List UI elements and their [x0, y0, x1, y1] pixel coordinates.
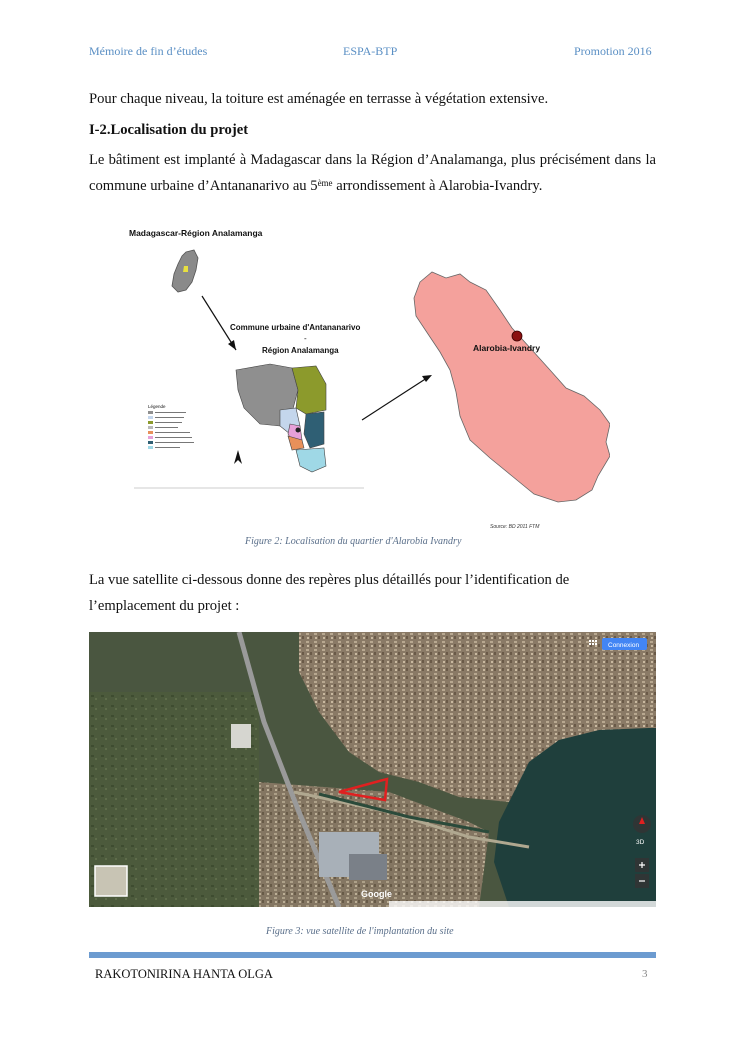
header-center: ESPA-BTP	[343, 44, 398, 58]
paragraph-localisation	[89, 147, 656, 199]
paragraph-vue-satellite: La vue satellite ci-dessous donne des repères plus détaillés pour l’identification de l’emplacement du projet :	[89, 572, 570, 614]
footer-author: RAKOTONIRINA HANTA OLGA	[95, 967, 273, 981]
north-arrow-icon	[234, 450, 242, 464]
legend-swatch-8	[148, 446, 153, 449]
footer-bar	[89, 952, 656, 958]
localisation-figure	[120, 220, 610, 532]
figure2-caption: Figure 2: Localisation du quartier d'Alarobia Ivandry	[245, 536, 462, 547]
attribution-bar	[389, 901, 656, 907]
label-commune-line3: Région Analamanga	[262, 346, 339, 355]
header-left: Mémoire de fin d’études	[89, 44, 208, 58]
site-dot-small	[296, 428, 301, 433]
district-darkteal	[304, 412, 324, 448]
legend-swatch-6	[148, 436, 153, 439]
legend-swatch-2	[148, 416, 153, 419]
legend-swatch-4	[148, 426, 153, 429]
label-commune-line1: Commune urbaine d'Antananarivo	[230, 323, 361, 332]
alarobia-site-marker	[512, 331, 522, 341]
arrowhead-1	[228, 340, 236, 350]
map-source: Source: BD 2011 FTM	[490, 524, 540, 530]
google-logo: Google	[361, 889, 392, 899]
legend-swatches	[148, 411, 153, 449]
header-right: Promotion 2016	[574, 44, 652, 58]
building-grey	[349, 854, 387, 880]
satellite-figure	[89, 632, 656, 907]
map-type-thumbnail[interactable]	[95, 866, 127, 896]
district-cyan	[296, 448, 326, 472]
legend-title: Légende	[148, 404, 166, 409]
page-number: 3	[642, 968, 648, 980]
paragraph-localisation-text-2: arrondissement à Alarobia-Ivandry.	[332, 178, 543, 194]
legend-swatch-7	[148, 441, 153, 444]
paragraph-localisation-text-1: Le bâtiment est implanté à Madagascar dans la Région d’Analamanga, plus précisément dans la commune urbaine d’Antananarivo au 5	[89, 152, 656, 194]
figure3-caption: Figure 3: vue satellite de l'implantation du site	[266, 926, 454, 937]
building-white	[231, 724, 251, 748]
3d-button-label: 3D	[636, 839, 645, 846]
paragraph-toiture: Pour chaque niveau, la toiture est aménagée en terrasse à végétation extensive.	[89, 91, 549, 107]
label-alarobia: Alarobia-Ivandry	[473, 343, 541, 353]
label-madagascar: Madagascar-Région Analamanga	[129, 228, 263, 238]
label-commune-line2: -	[304, 334, 307, 343]
legend-swatch-3	[148, 421, 153, 424]
compass-icon[interactable]	[633, 815, 651, 833]
superscript-eme: ème	[317, 178, 333, 188]
legend-swatch-5	[148, 431, 153, 434]
alarobia-region-shape	[414, 272, 610, 502]
legend-lines	[155, 413, 194, 448]
arrow-commune-to-alarobia	[362, 376, 430, 420]
connexion-label: Connexion	[608, 642, 640, 649]
legend-swatch-1	[148, 411, 153, 414]
section-heading: I-2.Localisation du projet	[89, 122, 249, 138]
arrowhead-2	[422, 375, 432, 382]
